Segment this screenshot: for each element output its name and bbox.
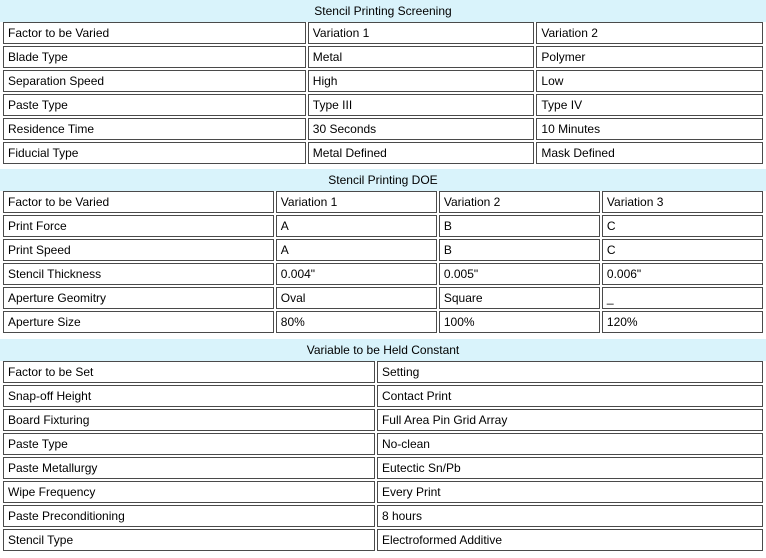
header-cell: Variation 3 (602, 191, 763, 213)
table-cell: A (276, 215, 437, 237)
header-cell: Setting (377, 361, 763, 383)
table-cell: 80% (276, 311, 437, 333)
table-cell: No-clean (377, 433, 763, 455)
table-cell: Board Fixturing (3, 409, 375, 431)
table-cell: Electroformed Additive (377, 529, 763, 551)
table-row (3, 457, 763, 479)
table-cell: 100% (439, 311, 600, 333)
table-cell: High (308, 70, 535, 92)
table-row (3, 94, 763, 116)
doe-title: Stencil Printing DOE (0, 169, 766, 191)
table-cell: Fiducial Type (3, 142, 306, 164)
table-row (3, 239, 763, 261)
header-cell: Factor to be Varied (3, 22, 306, 44)
table-cell: Aperture Geomitry (3, 287, 274, 309)
table-cell: Metal (308, 46, 535, 68)
table-row (3, 46, 763, 68)
table-cell: Paste Preconditioning (3, 505, 375, 527)
table-row (3, 311, 763, 333)
constants-title: Variable to be Held Constant (0, 339, 766, 361)
table-cell: Metal Defined (308, 142, 535, 164)
table-cell: B (439, 215, 600, 237)
table-cell: Stencil Type (3, 529, 375, 551)
table-cell: _ (602, 287, 763, 309)
screening-table (1, 20, 765, 166)
table-cell: Contact Print (377, 385, 763, 407)
table-cell: Full Area Pin Grid Array (377, 409, 763, 431)
table-cell: Paste Type (3, 94, 306, 116)
table-row (3, 142, 763, 164)
table-cell: Polymer (536, 46, 763, 68)
header-cell: Variation 2 (439, 191, 600, 213)
doe-table (1, 189, 765, 335)
table-row (3, 409, 763, 431)
table-row (3, 385, 763, 407)
table-row (3, 263, 763, 285)
table-cell: Blade Type (3, 46, 306, 68)
table-cell: Aperture Size (3, 311, 274, 333)
table-cell: 30 Seconds (308, 118, 535, 140)
table-row (3, 70, 763, 92)
table-cell: 0.005" (439, 263, 600, 285)
table-cell: Separation Speed (3, 70, 306, 92)
header-cell: Variation 1 (276, 191, 437, 213)
table-row (3, 215, 763, 237)
screening-title: Stencil Printing Screening (0, 0, 766, 22)
doe-header-row (3, 191, 763, 213)
table-cell: Snap-off Height (3, 385, 375, 407)
table-cell: B (439, 239, 600, 261)
table-cell: Eutectic Sn/Pb (377, 457, 763, 479)
table-cell: Paste Type (3, 433, 375, 455)
table-row (3, 481, 763, 503)
table-cell: Stencil Thickness (3, 263, 274, 285)
table-row (3, 287, 763, 309)
table-cell: Low (536, 70, 763, 92)
table-cell: Type IV (536, 94, 763, 116)
table-cell: Wipe Frequency (3, 481, 375, 503)
constants-header-row (3, 361, 763, 383)
table-cell: Oval (276, 287, 437, 309)
table-cell: A (276, 239, 437, 261)
table-cell: Type III (308, 94, 535, 116)
table-cell: C (602, 239, 763, 261)
header-cell: Factor to be Set (3, 361, 375, 383)
header-cell: Factor to be Varied (3, 191, 274, 213)
table-cell: 120% (602, 311, 763, 333)
table-cell: Residence Time (3, 118, 306, 140)
table-cell: Every Print (377, 481, 763, 503)
table-cell: Print Force (3, 215, 274, 237)
table-row (3, 529, 763, 551)
constants-table (1, 359, 765, 553)
header-cell: Variation 1 (308, 22, 535, 44)
table-cell: C (602, 215, 763, 237)
table-row (3, 505, 763, 527)
table-cell: Square (439, 287, 600, 309)
table-cell: Mask Defined (536, 142, 763, 164)
table-cell: 10 Minutes (536, 118, 763, 140)
table-cell: 8 hours (377, 505, 763, 527)
screening-header-row (3, 22, 763, 44)
table-cell: Paste Metallurgy (3, 457, 375, 479)
header-cell: Variation 2 (536, 22, 763, 44)
table-cell: Print Speed (3, 239, 274, 261)
table-row (3, 118, 763, 140)
table-cell: 0.004" (276, 263, 437, 285)
table-cell: 0.006" (602, 263, 763, 285)
table-row (3, 433, 763, 455)
